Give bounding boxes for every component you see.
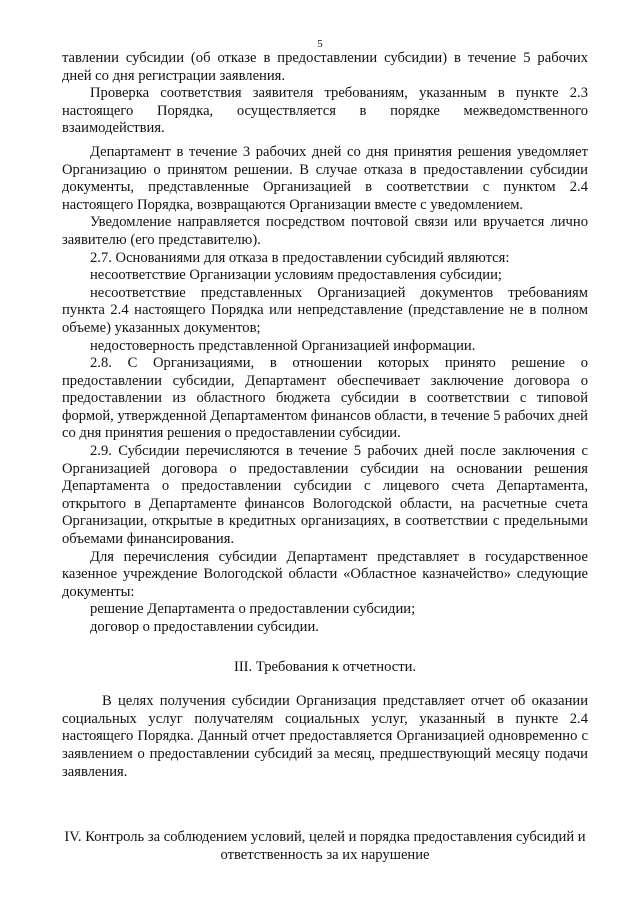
section-heading-4: IV. Контроль за соблюдением условий, целей и порядка предоставления субсидий и ответственность за их нарушение	[64, 829, 586, 863]
paragraph: В целях получения субсидии Организация представляет отчет об оказании социальных услуг получателям социальных услуг, указанный в пункте 2.4 настоящего Порядка. Данный отчет предоставляется Организацией одновременно с заявлением о предоставлении субсидий за месяц, предшествующий месяцу подачи заявления.	[62, 693, 588, 780]
section-2-7: 2.7. Основаниями для отказа в предоставлении субсидий являются:	[90, 249, 510, 266]
list-item: договор о предоставлении субсидии.	[90, 619, 319, 635]
list-item: недостоверность представленной Организацией информации.	[90, 337, 476, 354]
list-item: несоответствие Организации условиям предоставления субсидии;	[90, 267, 502, 284]
page-number: 5	[317, 38, 323, 50]
list-item: решение Департамента о предоставлении субсидии;	[90, 601, 416, 618]
section-2-8: 2.8. С Организациями, в отношении которых принято решение о предоставлении субсидии, Департамент обеспечивает заключение договора о предоставлении из областного бюджета субсидии в соответствии с типовой формой, утвержденной Департаментом финансов области, в течение 5 рабочих дней со дня принятия решения о предоставлении субсидии.	[62, 355, 588, 442]
paragraph: Для перечисления субсидии Департамент представляет в государственное казенное учреждение Вологодской области «Областное казначейство» следующие документы:	[62, 548, 588, 600]
paragraph: Уведомление направляется посредством почтовой связи или вручается лично заявителю (его представителю).	[62, 214, 588, 248]
paragraph: Проверка соответствия заявителя требованиям, указанным в пункте 2.3 настоящего Порядка, осуществляется в порядке межведомственного взаимодействия.	[62, 85, 588, 137]
section-heading-3: III. Требования к отчетности.	[233, 658, 417, 675]
paragraph: тавлении субсидии (об отказе в предоставлении субсидии) в течение 5 рабочих дней со дня регистрации заявления.	[62, 50, 588, 84]
document-body	[62, 50, 588, 864]
list-item: несоответствие представленных Организацией документов требованиям пункта 2.4 настоящего Порядка или непредставление (представление не в полном объеме) указанных документов;	[62, 284, 588, 336]
section-2-9: 2.9. Субсидии перечисляются в течение 5 рабочих дней после заключения с Организацией договора о предоставлении субсидии на основании решения Департамента о предоставлении субсидии с лицевого счета Департамента, открытого в Департаменте финансов Вологодской области, на расчетные счета Организации, открытые в кредитных организациях, в соответствии с предельными объемами финансирования.	[62, 443, 588, 548]
paragraph: Департамент в течение 3 рабочих дней со дня принятия решения уведомляет Организацию о принятом решении. В случае отказа в предоставлении субсидии документы, представленные Организацией в соответствии с пунктом 2.4 настоящего Порядка, возвращаются Организации вместе с уведомлением.	[62, 143, 588, 213]
